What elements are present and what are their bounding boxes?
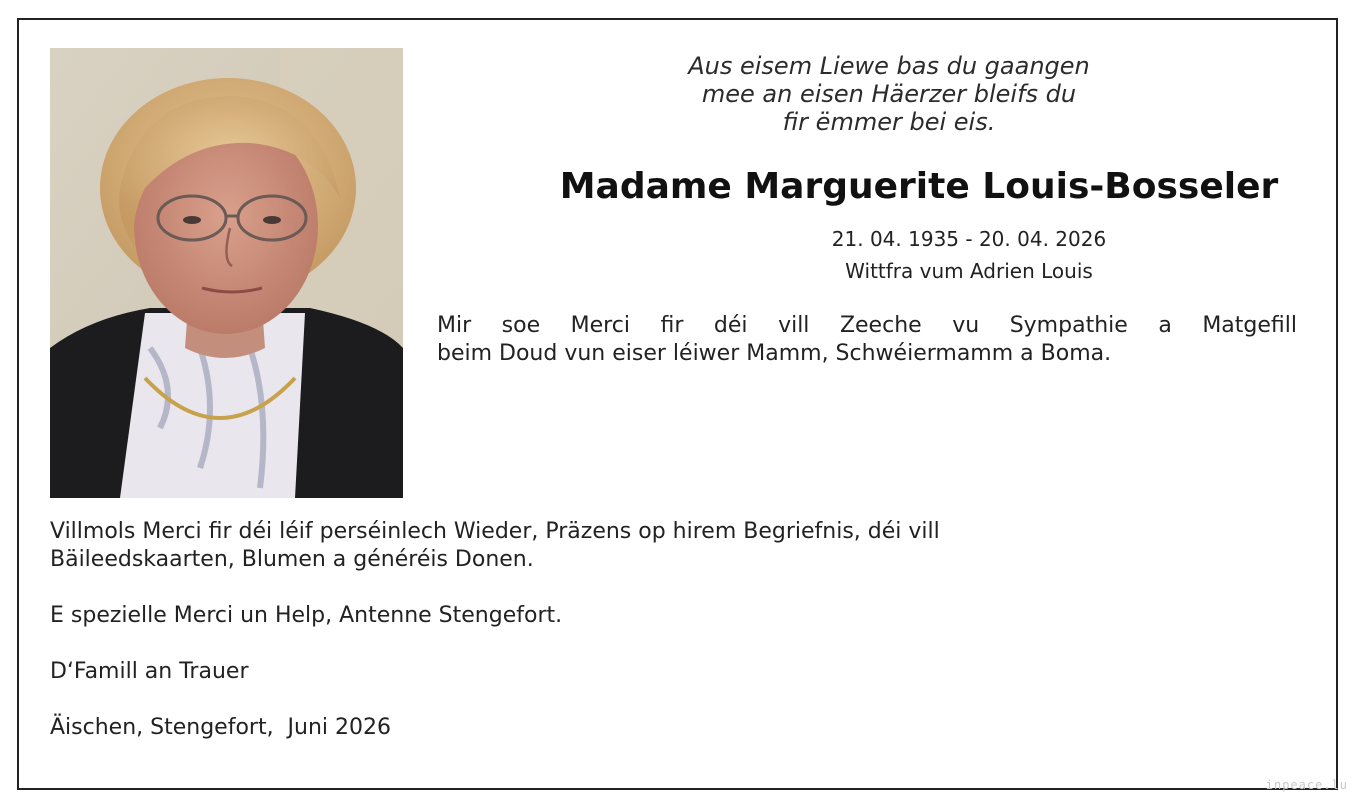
poem-verse <box>539 52 1239 136</box>
portrait-photo <box>50 48 403 498</box>
relation-line: Wittfra vum Adrien Louis <box>845 259 1093 283</box>
thanks-line: beim Doud vun eiser léiwer Mamm, Schwéiermamm a Boma. <box>437 341 1112 366</box>
gratitude-paragraph <box>50 518 1250 574</box>
place-date-text: Äischen, Stengefort, Juni 2026 <box>50 715 392 740</box>
poem-line: mee an eisen Häerzer bleifs du <box>701 80 1077 108</box>
thanks-line: Mir soe Merci fir déi vill Zeeche vu Sympathie a Matgefill <box>437 313 1297 338</box>
life-dates: 21. 04. 1935 - 20. 04. 2026 <box>831 227 1107 251</box>
gratitude-line: Bäileedskaarten, Blumen a généréis Donen. <box>50 547 534 572</box>
obituary-card <box>17 18 1338 790</box>
place-date <box>50 714 1250 742</box>
thanks-paragraph <box>437 312 1297 368</box>
poem-line: Aus eisem Liewe bas du gaangen <box>688 52 1090 80</box>
site-watermark: inpeace.lu <box>1265 778 1348 792</box>
poem-line: fir ëmmer bei eis. <box>782 108 996 136</box>
portrait-image <box>50 48 403 498</box>
special-thanks: E spezielle Merci un Help, Antenne Stengefort. <box>50 603 563 628</box>
gratitude-line: Villmols Merci fir déi léif perséinlech Wieder, Präzens op hirem Begriefnis, déi vill <box>50 519 940 544</box>
family-signature: D‘Famill an Trauer <box>50 659 249 684</box>
deceased-name: Madame Marguerite Louis-Bosseler <box>559 166 1279 207</box>
